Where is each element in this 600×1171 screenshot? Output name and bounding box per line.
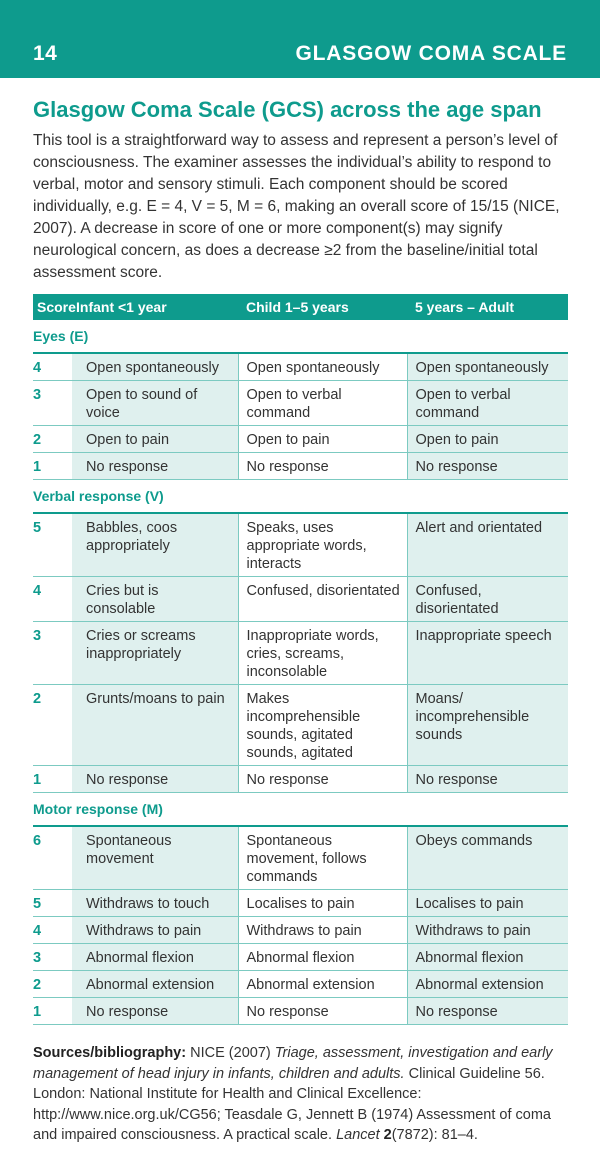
score-cell: 3 [33, 381, 72, 426]
child-cell: No response [238, 453, 407, 480]
infant-cell: Spontaneous movement [72, 826, 238, 890]
infant-cell: Abnormal flexion [72, 944, 238, 971]
score-cell: 1 [33, 766, 72, 793]
table-row [33, 353, 568, 381]
section-header-row [33, 320, 568, 353]
infant-cell: No response [72, 453, 238, 480]
page-title: Glasgow Coma Scale (GCS) across the age span [33, 97, 542, 122]
score-cell: 5 [33, 890, 72, 917]
score-cell: 2 [33, 685, 72, 766]
score-cell: 5 [33, 513, 72, 577]
score-cell: 2 [33, 426, 72, 453]
adult-cell: Abnormal flexion [407, 944, 568, 971]
section-title: Verbal response (V) [33, 480, 568, 514]
table-row [33, 998, 568, 1025]
adult-cell: Obeys commands [407, 826, 568, 890]
score-cell: 3 [33, 944, 72, 971]
infant-cell: Abnormal extension [72, 971, 238, 998]
section-title: Motor response (M) [33, 793, 568, 827]
child-cell: Abnormal flexion [238, 944, 407, 971]
page-number: 14 [33, 42, 58, 65]
infant-cell: Withdraws to touch [72, 890, 238, 917]
child-cell: Open spontaneously [238, 353, 407, 381]
infant-cell: No response [72, 766, 238, 793]
child-cell: Abnormal extension [238, 971, 407, 998]
table-row [33, 890, 568, 917]
table-row [33, 622, 568, 685]
section-header-row [33, 480, 568, 514]
table-row [33, 917, 568, 944]
adult-cell: Alert and orientated [407, 513, 568, 577]
child-cell: No response [238, 998, 407, 1025]
child-cell: Withdraws to pain [238, 917, 407, 944]
child-cell: Localises to pain [238, 890, 407, 917]
adult-cell: Confused, disorientated [407, 577, 568, 622]
table-body [33, 320, 568, 1025]
table-row [33, 685, 568, 766]
header-adult: 5 years – Adult [407, 294, 568, 320]
table-row [33, 426, 568, 453]
infant-cell: Open spontaneously [72, 353, 238, 381]
child-cell: Open to pain [238, 426, 407, 453]
infant-cell: Babbles, coos appropriately [72, 513, 238, 577]
adult-cell: No response [407, 766, 568, 793]
child-cell: Open to verbal command [238, 381, 407, 426]
child-cell: Speaks, uses appropriate words, interacts [238, 513, 407, 577]
adult-cell: Open to verbal command [407, 381, 568, 426]
table-row [33, 826, 568, 890]
adult-cell: Localises to pain [407, 890, 568, 917]
table-row [33, 381, 568, 426]
section-title: Eyes (E) [33, 320, 568, 353]
sources-label: Sources/bibliography: [33, 1045, 187, 1061]
score-cell: 1 [33, 998, 72, 1025]
table-row [33, 971, 568, 998]
child-cell: Confused, disorientated [238, 577, 407, 622]
header-score: Score [33, 294, 72, 320]
child-cell: Spontaneous movement, follows commands [238, 826, 407, 890]
infant-cell: Withdraws to pain [72, 917, 238, 944]
table-row [33, 513, 568, 577]
infant-cell: Cries but is consolable [72, 577, 238, 622]
score-cell: 6 [33, 826, 72, 890]
table-row [33, 944, 568, 971]
infant-cell: Grunts/moans to pain [72, 685, 238, 766]
gcs-table [33, 294, 568, 1025]
infant-cell: Open to sound of voice [72, 381, 238, 426]
sources-text: (7872): 81–4. [391, 1127, 478, 1143]
adult-cell: Abnormal extension [407, 971, 568, 998]
table-row [33, 453, 568, 480]
score-cell: 2 [33, 971, 72, 998]
adult-cell: Open spontaneously [407, 353, 568, 381]
header-child: Child 1–5 years [238, 294, 407, 320]
child-cell: Makes incomprehensible sounds, agitated sounds, agitated [238, 685, 407, 766]
score-cell: 1 [33, 453, 72, 480]
intro-paragraph: This tool is a straightforward way to assess and represent a person’s level of consciousness. The examiner assesses the individual’s ability to respond to verbal, motor and sensory stimuli. Each component should be scored individually, e.g. E = 4, V = 5, M = 6, making an overall score of 15/15 (NICE, 2007). A decrease in score of one or more component(s) may signify neurological concern, as does a decrease ≥2 from the baseline/initial total assessment score. [33, 132, 560, 281]
adult-cell: No response [407, 998, 568, 1025]
adult-cell: Withdraws to pain [407, 917, 568, 944]
adult-cell: No response [407, 453, 568, 480]
adult-cell: Moans/ incomprehensible sounds [407, 685, 568, 766]
table-header [33, 294, 568, 320]
infant-cell: Cries or screams inappropriately [72, 622, 238, 685]
page-header [0, 0, 600, 78]
sources-text: 2 [379, 1127, 392, 1143]
sources-text: NICE (2007) [190, 1045, 275, 1061]
header-infant: Infant <1 year [72, 294, 238, 320]
child-cell: No response [238, 766, 407, 793]
running-title: GLASGOW COMA SCALE [295, 42, 567, 65]
page-content [33, 95, 568, 1146]
sources-bibliography [33, 1043, 568, 1146]
table-row [33, 766, 568, 793]
infant-cell: Open to pain [72, 426, 238, 453]
score-cell: 4 [33, 917, 72, 944]
adult-cell: Open to pain [407, 426, 568, 453]
child-cell: Inappropriate words, cries, screams, inconsolable [238, 622, 407, 685]
sources-text: Clinical Guideline 56. London: National Institute for Health and Clinical Excellence: http://www.nice.org.uk/CG56; Teasdale G, Jennett B (1974) Assessment of coma and impaired consciousness. A practical scale. [33, 1065, 551, 1143]
sources-text: Triage, assessment, investigation and early management of head injury in infants, children and adults. [33, 1045, 553, 1082]
table-row [33, 577, 568, 622]
infant-cell: No response [72, 998, 238, 1025]
score-cell: 4 [33, 577, 72, 622]
sources-text: Lancet [336, 1127, 380, 1143]
score-cell: 4 [33, 353, 72, 381]
score-cell: 3 [33, 622, 72, 685]
section-header-row [33, 793, 568, 827]
adult-cell: Inappropriate speech [407, 622, 568, 685]
